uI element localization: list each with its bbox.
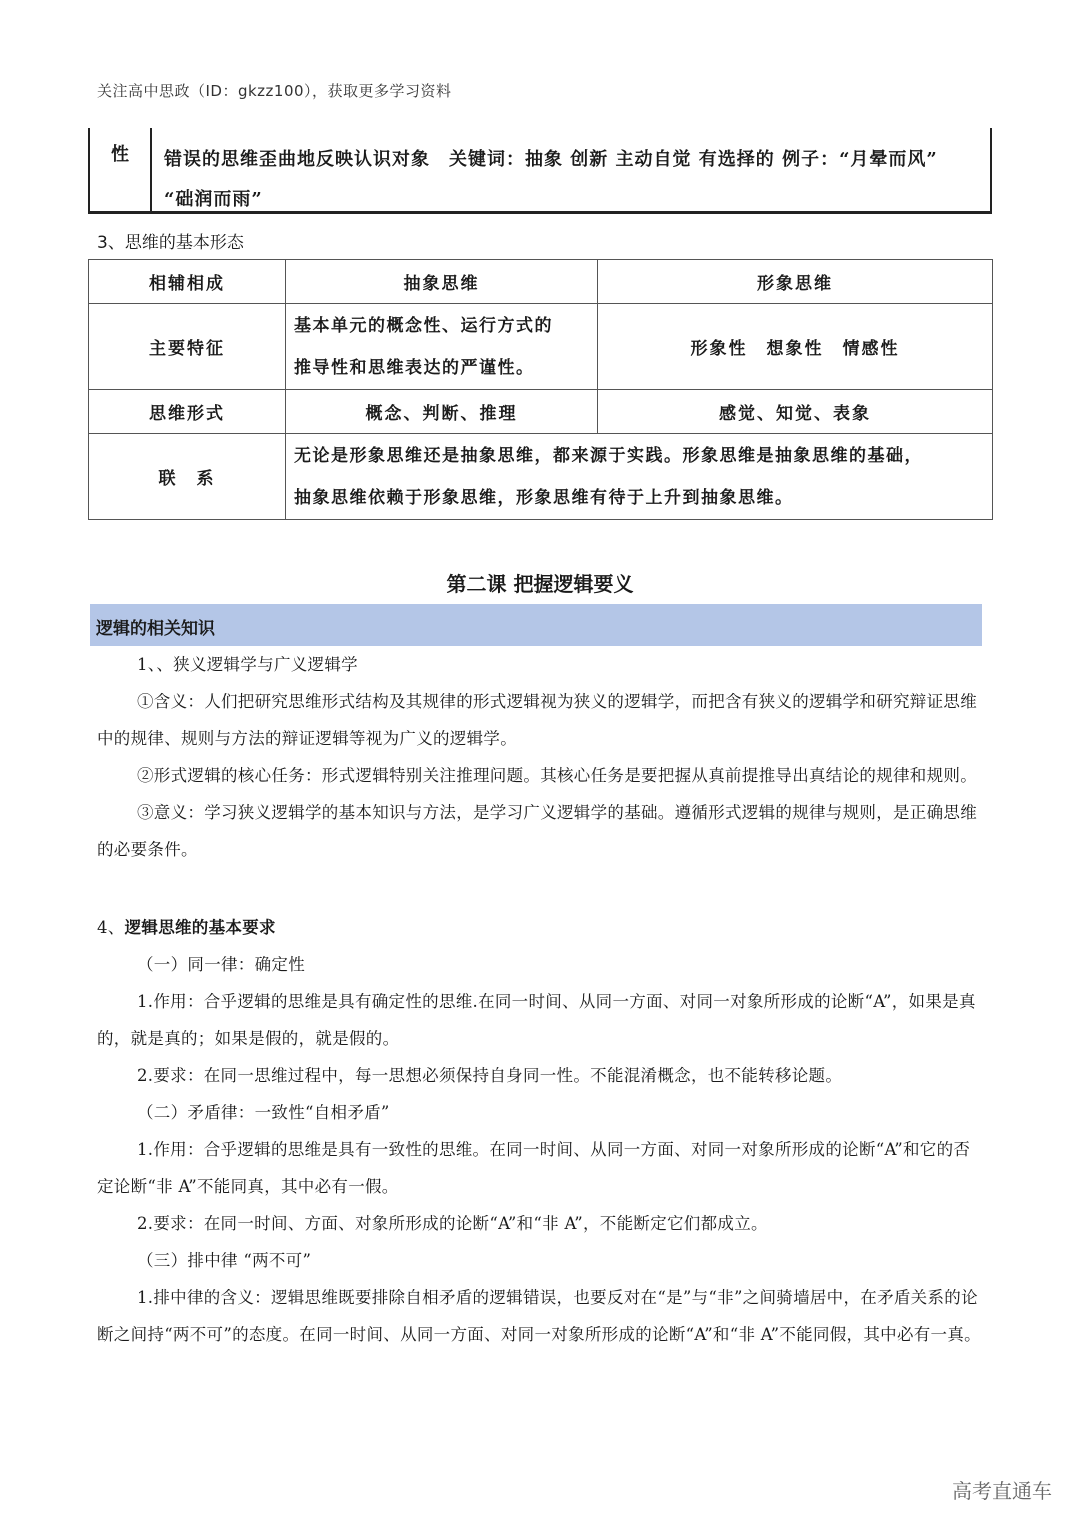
section-title: 3、思维的基本形态 xyxy=(97,233,244,253)
thinking-forms-table xyxy=(88,259,993,520)
table-row xyxy=(89,390,993,434)
fragment-text xyxy=(164,140,980,220)
law-title: （三）排中律 “两不可” xyxy=(137,1251,312,1270)
table-cell: 形象性 想象性 情感性 xyxy=(598,304,993,390)
table-header: 相辅相成 xyxy=(89,260,286,304)
table-cell xyxy=(286,304,598,390)
fragment-line-2: “础润而雨” xyxy=(164,189,263,210)
row-label: 联 系 xyxy=(89,434,286,520)
table-cell: 感觉、知觉、表象 xyxy=(598,390,993,434)
table-cell: 概念、判断、推理 xyxy=(286,390,598,434)
cell-line: 基本单元的概念性、运行方式的 xyxy=(294,315,553,336)
item-number: 4、 xyxy=(97,918,125,937)
paragraph: 1.排中律的含义：逻辑思维既要排除自相矛盾的逻辑错误，也要反对在“是”与“非”之间骑墙居中，在矛盾关系的论断之间持“两不可”的态度。在同一时间、从同一方面、对同一对象所形成的论断“A”和“非 A”不能同假，其中必有一真。 xyxy=(97,1288,981,1344)
paragraph: 1.作用：合乎逻辑的思维是具有确定性的思维.在同一时间、从同一方面、对同一对象所形成的论断“A”，如果是真的，就是真的；如果是假的，就是假的。 xyxy=(97,992,976,1048)
paragraph: 2.要求：在同一思维过程中，每一思想必须保持自身同一性。不能混淆概念，也不能转移论题。 xyxy=(137,1066,843,1085)
table-header: 抽象思维 xyxy=(286,260,598,304)
cell-line: 推导性和思维表达的严谨性。 xyxy=(294,357,535,378)
paragraph: ②形式逻辑的核心任务：形式逻辑特别关注推理问题。其核心任务是要把握从真前提推导出真结论的规律和规则。 xyxy=(137,766,977,785)
law-title: （二）矛盾律：一致性“自相矛盾” xyxy=(137,1103,390,1122)
item-heading-text: 逻辑思维的基本要求 xyxy=(124,918,276,937)
cell-line: 抽象思维依赖于形象思维，形象思维有待于上升到抽象思维。 xyxy=(294,487,794,508)
table-row xyxy=(89,434,993,520)
item-heading xyxy=(97,909,983,946)
table-header-row xyxy=(89,260,993,304)
table-row xyxy=(89,304,993,390)
paragraph: 2.要求：在同一时间、方面、对象所形成的论断“A”和“非 A”，不能断定它们都成立。 xyxy=(137,1214,768,1233)
lesson-title: 第二课 把握逻辑要义 xyxy=(446,572,634,596)
table-cell-merged xyxy=(286,434,993,520)
table-fragment xyxy=(88,128,992,214)
fragment-line-1: 错误的思维歪曲地反映认识对象 关键词：抽象 创新 主动自觉 有选择的 例子：“月晕而风” xyxy=(164,149,938,170)
paragraph: ①含义：人们把研究思维形式结构及其规律的形式逻辑视为狭义的逻辑学，而把含有狭义的逻辑学和研究辩证思维中的规律、规则与方法的辩证逻辑等视为广义的逻辑学。 xyxy=(97,692,977,748)
paragraph: ③意义：学习狭义逻辑学的基本知识与方法，是学习广义逻辑学的基础。遵循形式逻辑的规律与规则，是正确思维的必要条件。 xyxy=(97,803,977,859)
header-note: 关注高中思政（ID：gkzz100），获取更多学习资料 xyxy=(97,82,452,100)
cell-line: 无论是形象思维还是抽象思维，都来源于实践。形象思维是抽象思维的基础， xyxy=(294,445,923,466)
row-label: 主要特征 xyxy=(89,304,286,390)
highlight-bar xyxy=(90,604,982,646)
paragraph: 1.作用：合乎逻辑的思维是具有一致性的思维。在同一时间、从同一方面、对同一对象所形成的论断“A”和它的否定论断“非 A”不能同真，其中必有一假。 xyxy=(97,1140,971,1196)
lesson-body xyxy=(97,646,983,868)
item-title: 1、、狭义逻辑学与广义逻辑学 xyxy=(137,655,358,674)
law-title: （一）同一律：确定性 xyxy=(137,955,305,974)
fragment-label: 性 xyxy=(90,128,152,211)
row-label: 思维形式 xyxy=(89,390,286,434)
highlight-heading: 逻辑的相关知识 xyxy=(96,619,215,639)
requirements-body xyxy=(97,909,983,1353)
table-header: 形象思维 xyxy=(598,260,993,304)
watermark: 高考直通车 xyxy=(952,1479,1052,1503)
